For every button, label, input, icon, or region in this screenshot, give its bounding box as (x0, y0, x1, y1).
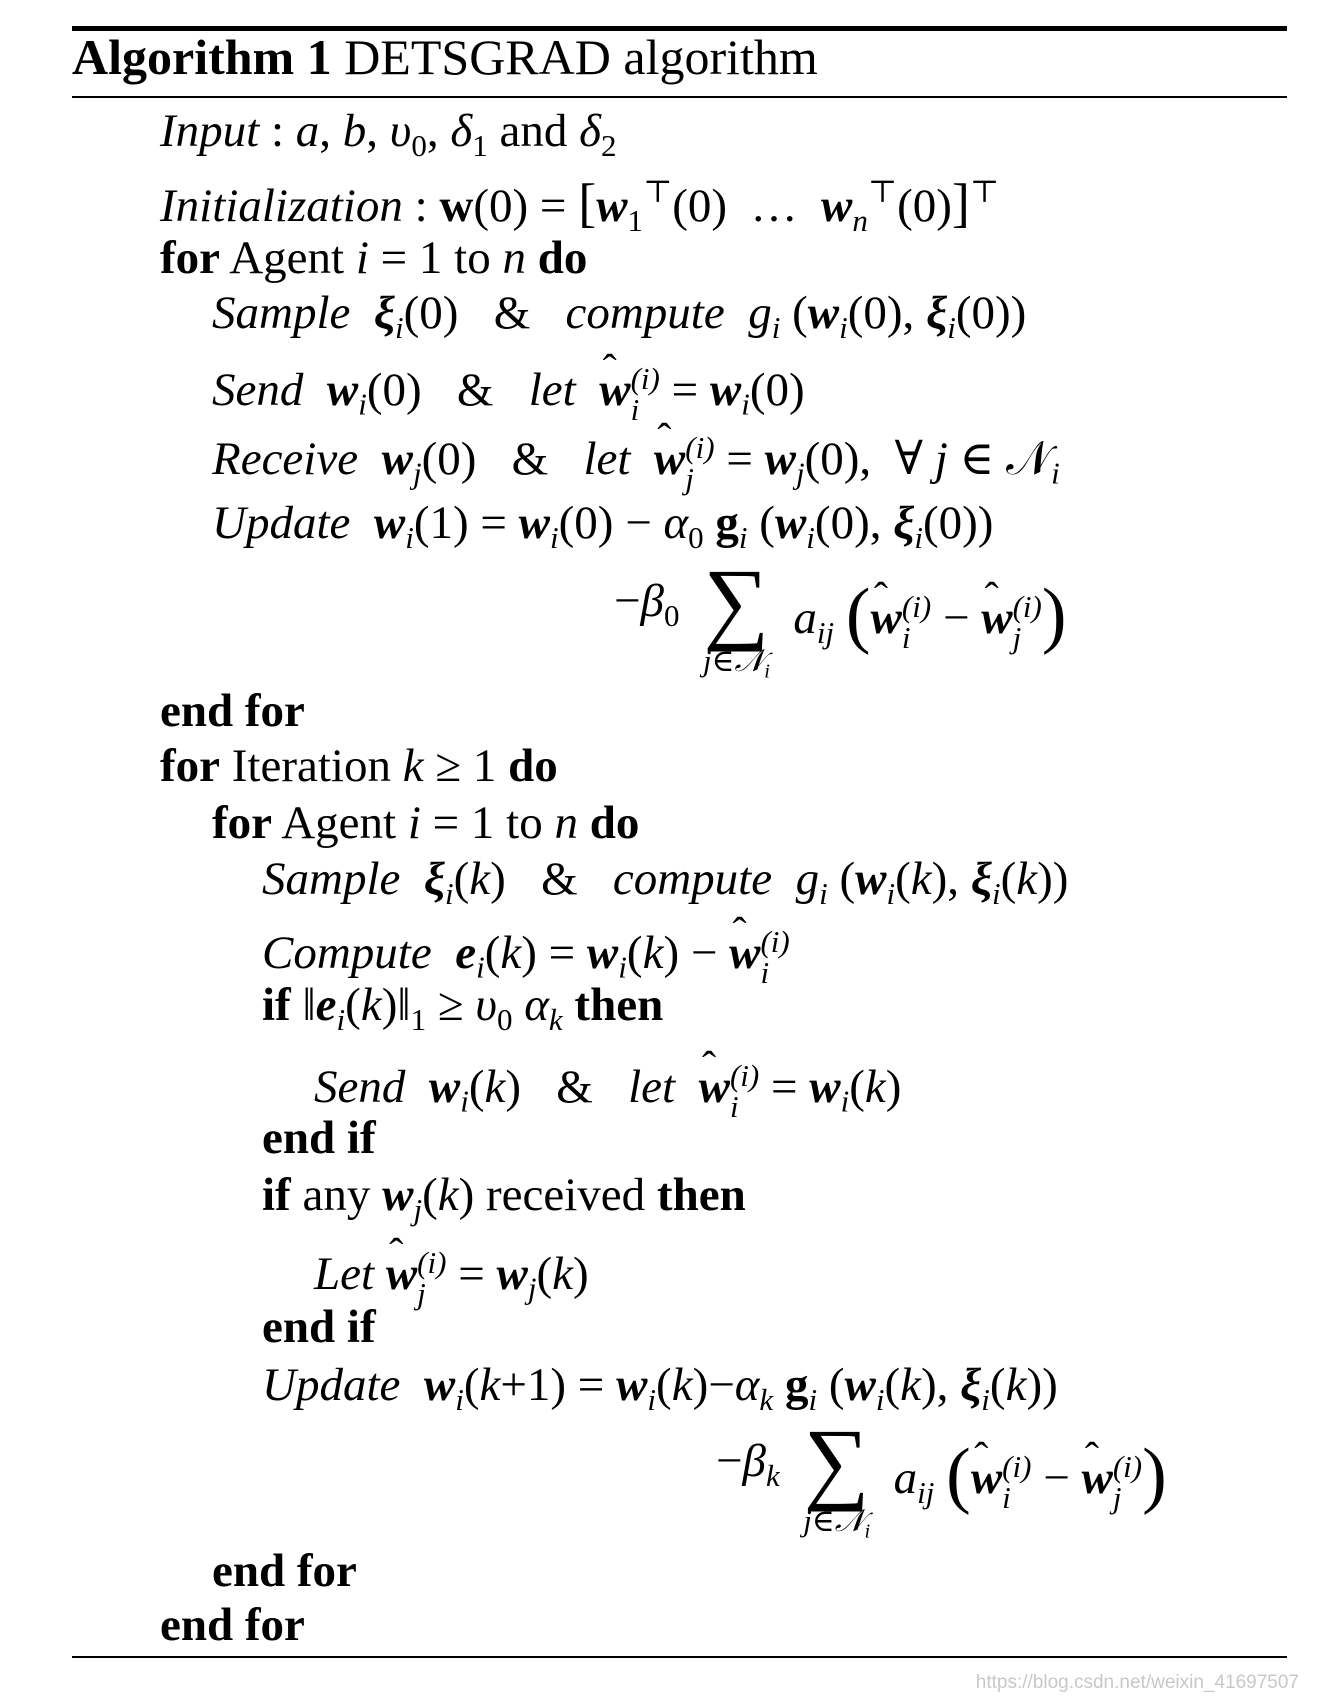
input-label: Input (160, 105, 260, 157)
receive-line-0: Receive $w_j(0)$ & let ˆ w (i) j = $w_j(0)$, ∀ j ∈ 𝒩$_i$ (212, 432, 1060, 494)
send-line-k: Send $w_i(k)$ & let ˆ w (i) i = $w_i(k)$ (314, 1060, 901, 1122)
end-if-line-2 (262, 1301, 376, 1353)
init-label: Initialization (160, 180, 403, 232)
send-label: Send (314, 1060, 406, 1113)
iteration-range: Iteration k ≥ 1 (231, 740, 497, 792)
algorithm-title: DETSGRAD algorithm (344, 29, 818, 85)
amp: & (541, 853, 578, 905)
initialization-line (160, 173, 1000, 238)
update-line-0: Update $w_i(1) = w_i(0) - \alpha_0$ $g_i$ ($w_i(0)$, $\xi_i(0)$) (212, 497, 994, 555)
summation-symbol: ∑ j∈𝒩$_i$ (702, 550, 770, 683)
send-label: Send (212, 363, 304, 416)
input-params: : a, b, $\upsilon_0$, $\delta_1$ and $\delta_2$ (270, 105, 617, 163)
end-for-line-1 (160, 685, 305, 737)
kw-do: do (537, 232, 588, 284)
end-for-line-3 (160, 1599, 305, 1651)
update-label: Update (262, 1359, 401, 1411)
let-label: let (528, 363, 576, 416)
amp: & (493, 287, 531, 339)
watermark: https://blog.csdn.net/weixin_41697507 (975, 1672, 1299, 1693)
kw-end-for: end for (160, 685, 305, 737)
amp: & (456, 363, 494, 416)
for-agent-inner-line (212, 797, 640, 849)
end-if-line-1 (262, 1112, 376, 1164)
bottom-rule (72, 1656, 1287, 1658)
kw-end-for: end for (212, 1545, 357, 1597)
send-line-0: Send $w_i(0)$ & let ˆ w (i) i = $w_i(0)$ (212, 363, 805, 425)
update-sum-k: $-\beta_k$ ∑ j∈𝒩$_i$ $a_{ij}$ (ˆ w (i) i − ˆ w (i) j ) (716, 1420, 1167, 1536)
compute2-label: Compute (262, 926, 432, 979)
kw-do: do (508, 740, 558, 792)
compute-label: compute (565, 287, 725, 339)
if-received-line: if any $w_j(k)$ received then (262, 1169, 746, 1227)
input-line (160, 105, 617, 163)
summation-symbol: ∑ j∈𝒩$_i$ (803, 1410, 871, 1543)
end-for-line-2 (212, 1545, 357, 1597)
update-sum-0: $-\beta_0$ ∑ j∈𝒩$_i$ $a_{ij}$ (ˆ w (i) i − ˆ w (i) j ) (614, 560, 1067, 676)
kw-if: if (262, 1169, 291, 1221)
kw-for: for (160, 740, 221, 792)
for-agent-range: Agent i = 1 to n (229, 232, 526, 284)
let-line-k: Let ˆ w (i) j = $w_j(k)$ (314, 1247, 589, 1309)
let-label: let (628, 1060, 676, 1113)
sample-label: Sample (262, 853, 401, 905)
kw-for: for (212, 797, 273, 849)
algorithm-caption (72, 28, 818, 86)
amp: & (511, 432, 549, 485)
kw-then: then (574, 979, 664, 1031)
let-label: let (583, 432, 631, 485)
sample-line-0: Sample $\xi_i(0)$ & compute $g_i$ ($w_i(0)$, $\xi_i(0)$) (212, 287, 1027, 345)
update-line-k: Update $w_i(k+1) = w_i(k)-\alpha_k$ $g_i$ ($w_i(k)$, $\xi_i(k)$) (262, 1359, 1058, 1417)
compute-error-line: Compute $e_i(k) = w_i(k)$ − ˆ w (i) i (262, 926, 790, 988)
algorithm-number: Algorithm 1 (72, 29, 332, 85)
kw-end-for: end for (160, 1599, 305, 1651)
sample-line-k: Sample $\xi_i(k)$ & compute $g_i$ ($w_i(k)$, $\xi_i(k)$) (262, 853, 1069, 911)
if-threshold-line: if $‖e_i(k)‖_1 \ge \upsilon_0$ $\alpha_k$ then (262, 979, 664, 1037)
kw-then: then (656, 1169, 746, 1221)
kw-end-if: end if (262, 1112, 376, 1164)
caption-rule (72, 96, 1287, 98)
kw-end-if: end if (262, 1301, 376, 1353)
init-formula: : $w(0) = [w_1^⊤(0)$ … $w_n^⊤(0)]^⊤$ (414, 173, 1000, 238)
let2-label: Let (314, 1247, 375, 1300)
kw-do: do (589, 797, 640, 849)
receive-label: Receive (212, 432, 359, 485)
for-agent-line (160, 232, 588, 284)
amp: & (556, 1060, 593, 1113)
kw-if: if (262, 979, 291, 1031)
update-label: Update (212, 497, 351, 549)
sample-label: Sample (212, 287, 351, 339)
compute-label: compute (612, 853, 773, 905)
for-iteration-line (160, 740, 558, 792)
for-agent-range: Agent i = 1 to n (281, 797, 578, 849)
kw-for: for (160, 232, 221, 284)
